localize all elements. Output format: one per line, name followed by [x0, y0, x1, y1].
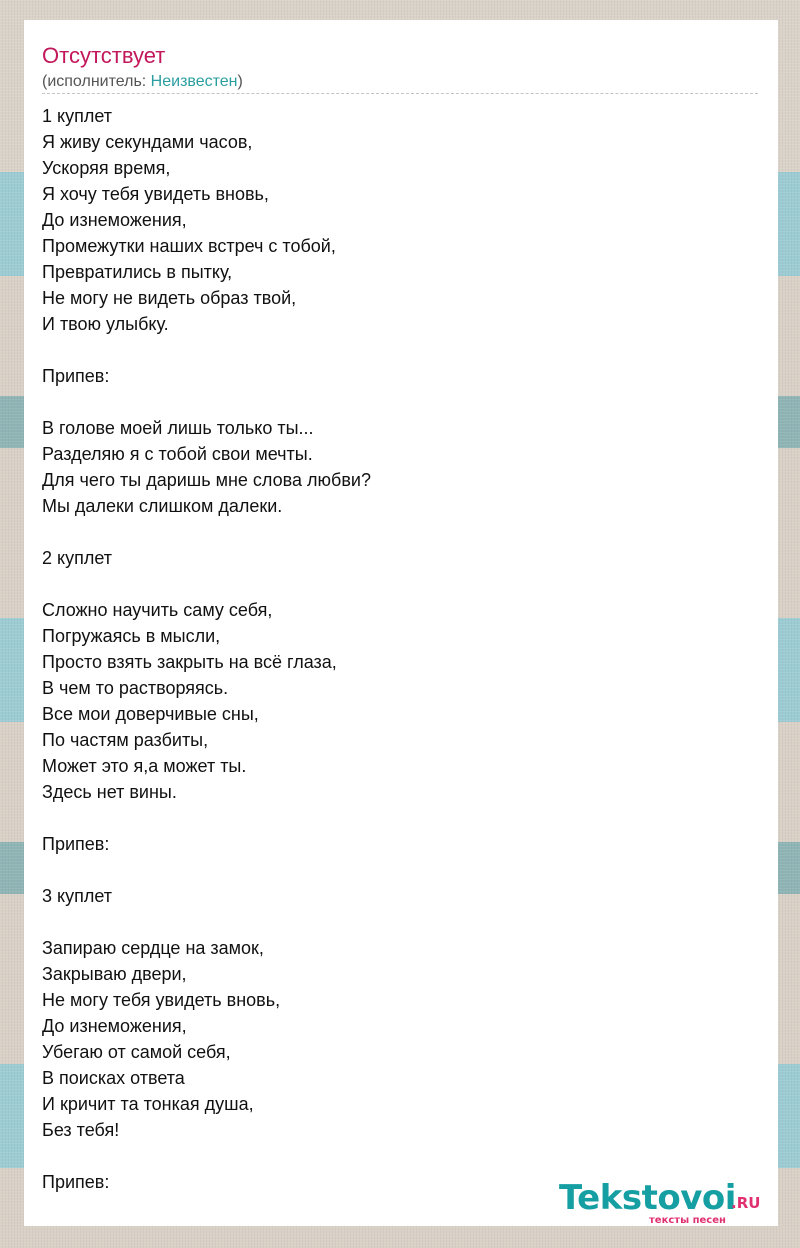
performer-suffix: ): [237, 73, 243, 90]
lyric-line: Без тебя!: [42, 1120, 120, 1140]
lyric-line: Я живу секундами часов,: [42, 132, 253, 152]
lyric-line: Здесь нет вины.: [42, 782, 177, 802]
lyric-line: До изнеможения,: [42, 1016, 187, 1036]
lyric-line: И кричит та тонкая душа,: [42, 1094, 254, 1114]
lyric-line: Ускоряя время,: [42, 158, 171, 178]
lyric-line: [42, 389, 371, 415]
lyric-line: В голове моей лишь только ты...: [42, 418, 314, 438]
lyric-line: 3 куплет: [42, 886, 112, 906]
logo-name: Tekstovoi: [559, 1178, 736, 1218]
logo-tagline: тексты песен: [649, 1215, 726, 1226]
lyric-line: [42, 571, 371, 597]
dashed-divider: [42, 93, 758, 94]
performer-prefix: (исполнитель:: [42, 73, 151, 90]
lyric-line: По частям разбиты,: [42, 730, 209, 750]
lyric-line: 1 куплет: [42, 106, 112, 126]
performer-link[interactable]: Неизвестен: [150, 73, 238, 90]
lyric-line: Припев:: [42, 834, 110, 854]
lyric-line: Убегаю от самой себя,: [42, 1042, 231, 1062]
lyric-line: Не могу не видеть образ твой,: [42, 288, 297, 308]
lyric-line: И твою улыбку.: [42, 314, 169, 334]
lyric-line: Погружаясь в мысли,: [42, 626, 221, 646]
lyric-line: Превратились в пытку,: [42, 262, 233, 282]
lyric-line: [42, 1143, 371, 1169]
lyric-line: Припев:: [42, 1172, 110, 1192]
lyric-line: 2 куплет: [42, 548, 112, 568]
song-title: Отсутствует: [42, 43, 166, 68]
lyric-line: Все мои доверчивые сны,: [42, 704, 259, 724]
lyric-line: Закрываю двери,: [42, 964, 187, 984]
lyric-line: Просто взять закрыть на всё глаза,: [42, 652, 337, 672]
lyric-line: [42, 805, 371, 831]
lyric-line: Мы далеки слишком далеки.: [42, 496, 283, 516]
lyric-line: [42, 909, 371, 935]
lyric-line: Может это я,а может ты.: [42, 756, 247, 776]
lyric-line: [42, 519, 371, 545]
lyric-line: Сложно научить саму себя,: [42, 600, 273, 620]
lyric-line: Не могу тебя увидеть вновь,: [42, 990, 281, 1010]
lyric-line: [42, 337, 371, 363]
logo-tld: .RU: [731, 1194, 761, 1212]
performer-line: [42, 73, 243, 91]
lyrics-card: [24, 20, 778, 1226]
lyric-line: Разделяю я с тобой свои мечты.: [42, 444, 313, 464]
lyrics-text: [42, 103, 371, 1195]
lyric-line: В чем то растворяясь.: [42, 678, 229, 698]
lyric-line: [42, 857, 371, 883]
lyric-line: Припев:: [42, 366, 110, 386]
site-logo[interactable]: [559, 1178, 769, 1224]
lyric-line: Промежутки наших встреч с тобой,: [42, 236, 336, 256]
lyric-line: Запираю сердце на замок,: [42, 938, 264, 958]
lyric-line: Я хочу тебя увидеть вновь,: [42, 184, 269, 204]
lyric-line: До изнеможения,: [42, 210, 187, 230]
lyric-line: Для чего ты даришь мне слова любви?: [42, 470, 371, 490]
lyric-line: В поисках ответа: [42, 1068, 185, 1088]
